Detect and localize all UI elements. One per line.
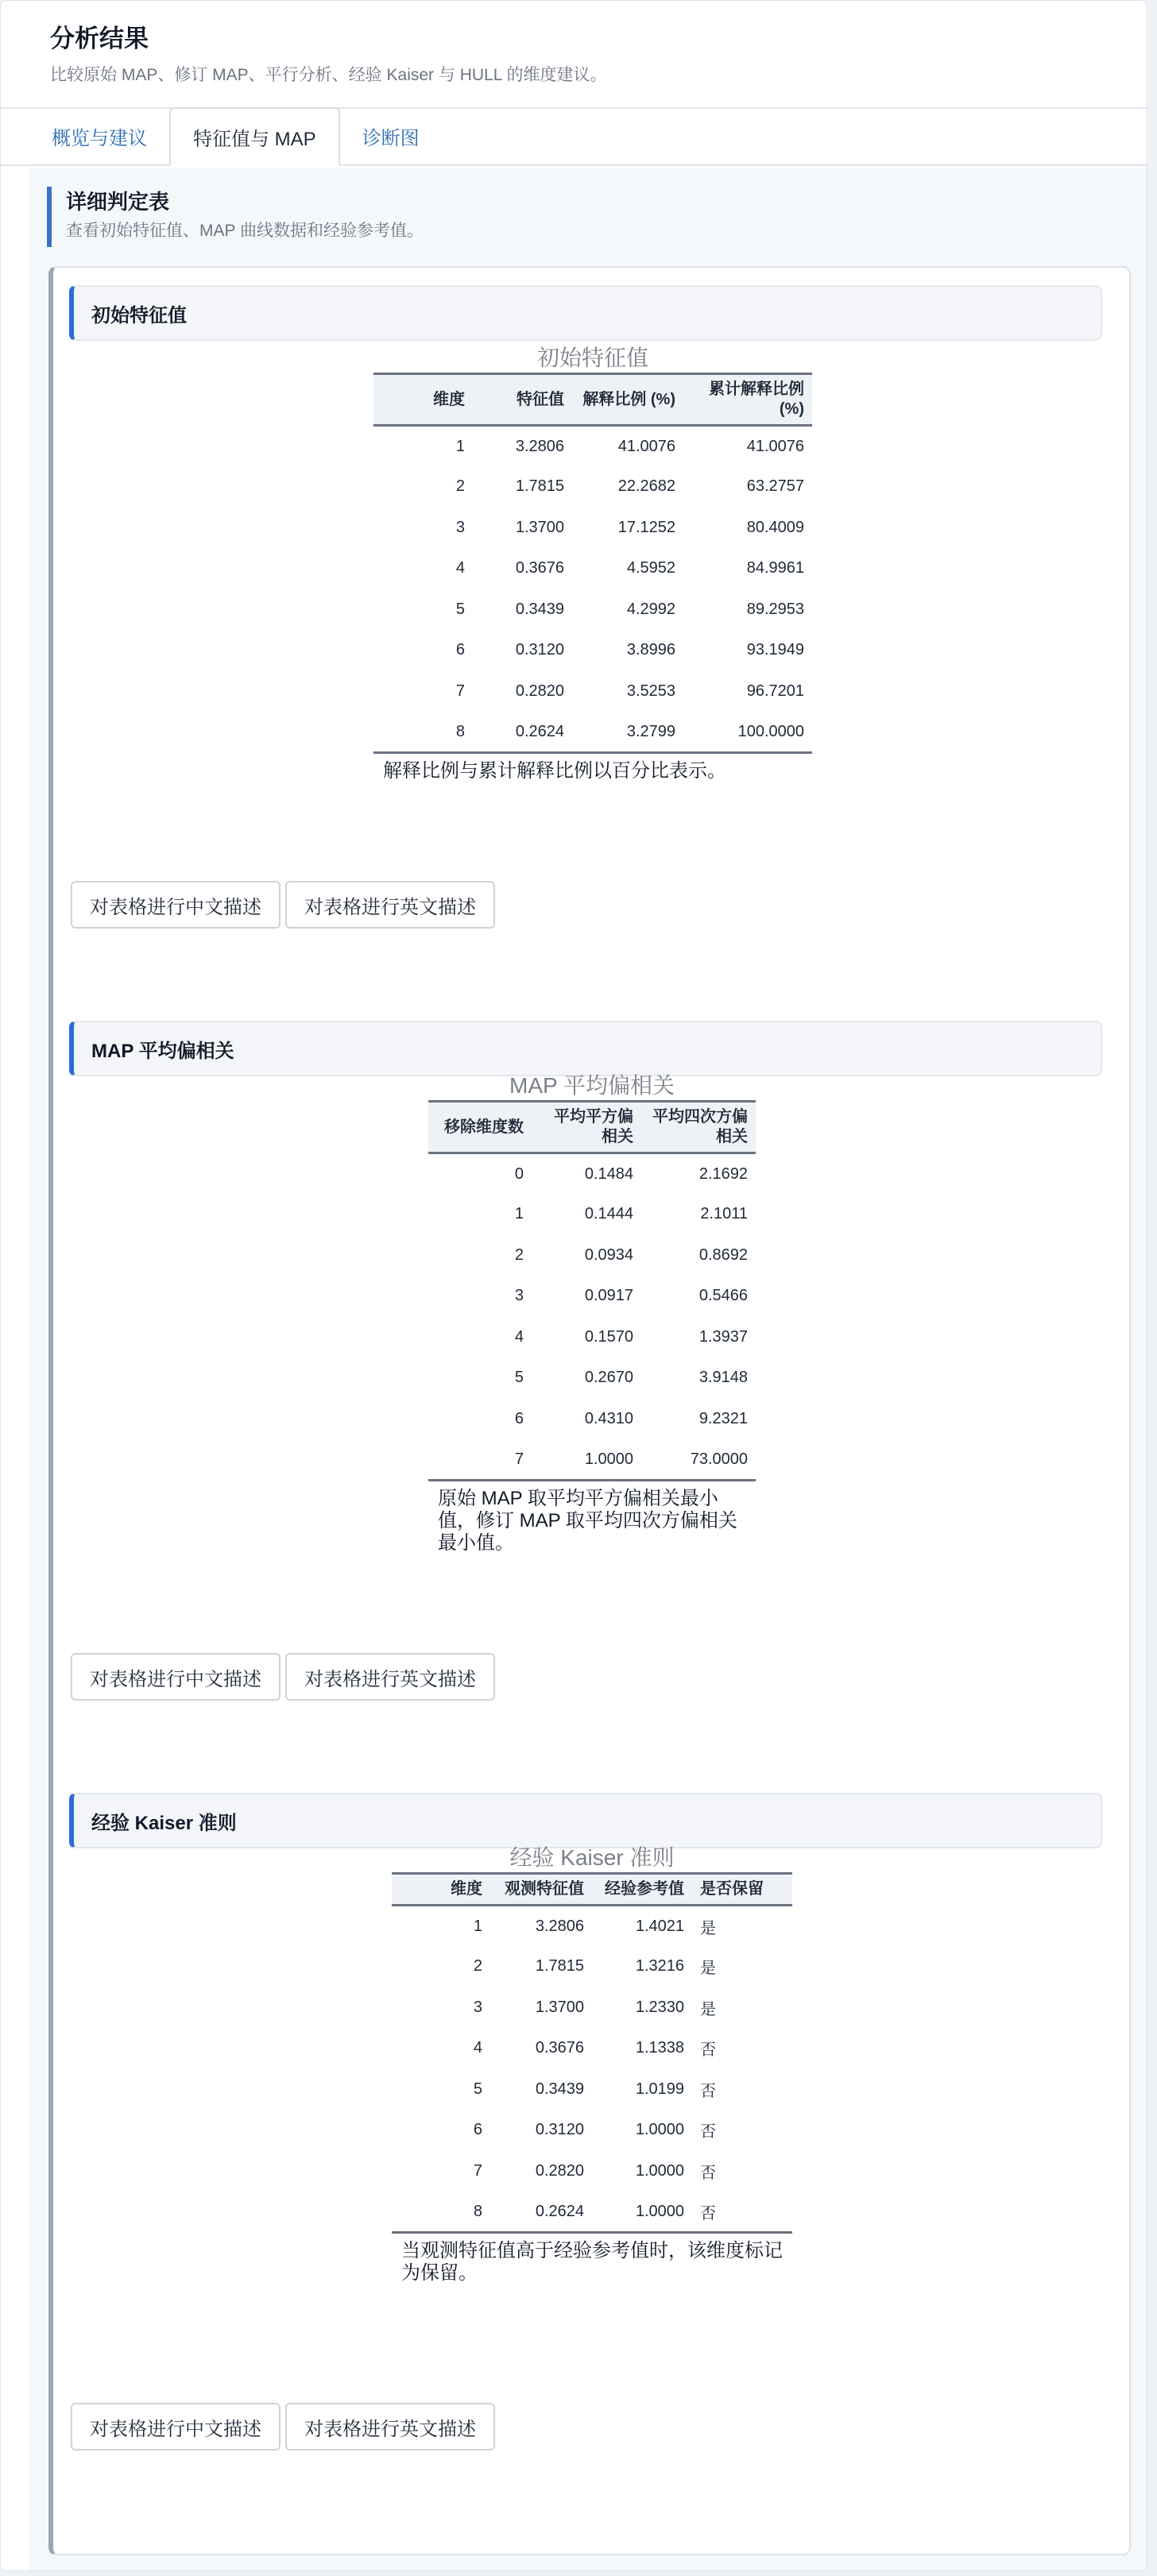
table-row	[392, 2069, 792, 2111]
table-cell: 3.2799	[572, 712, 683, 753]
page-subtitle: 比较原始 MAP、修订 MAP、平行分析、经验 Kaiser 与 HULL 的维度建议。	[50, 66, 607, 84]
tab-bar	[1, 109, 1147, 166]
table-cell: 3.5253	[626, 682, 675, 700]
table-cell: 2.1692	[698, 1164, 748, 1183]
table-cell: 7	[473, 2161, 482, 2180]
table-cell: 84.9961	[746, 559, 804, 577]
table-cell: 6	[514, 1409, 524, 1427]
table-row	[373, 548, 812, 589]
table-cell: 1	[473, 1917, 482, 1935]
table-cell: 否	[700, 2041, 716, 2060]
table-cell: 2.1011	[700, 1205, 748, 1223]
section-description: 查看初始特征值、MAP 曲线数据和经验参考值。	[66, 222, 424, 240]
table-row	[428, 1399, 756, 1440]
describe-english-button[interactable]: 对表格进行英文描述	[285, 2403, 495, 2450]
block-title: MAP 平均偏相关	[69, 1021, 1102, 1076]
table-note: 解释比例与累计解释比例以百分比表示。	[383, 760, 726, 782]
table-cell: 2	[455, 477, 465, 496]
table-cell: 2	[514, 1246, 524, 1264]
table-row	[392, 1906, 792, 1947]
table-cell: 0.3120	[535, 2121, 584, 2139]
table-row	[392, 2192, 792, 2233]
eigenvalue-table-wrap	[373, 344, 812, 782]
table-cell: 6	[473, 2121, 482, 2139]
table-note: 当观测特征值高于经验参考值时，该维度标记为保留。	[401, 2240, 783, 2284]
table-cell: 0.3676	[515, 559, 564, 577]
tables-container	[48, 266, 1131, 2555]
table-cell: 0.8692	[698, 1246, 748, 1264]
page-title: 分析结果	[50, 25, 149, 52]
table-cell: 1.0000	[635, 2121, 684, 2139]
table-cell: 1.0000	[532, 1439, 641, 1481]
column-header: 维度	[392, 1874, 490, 1906]
table-row	[392, 1946, 792, 1987]
table-cell: 7	[455, 682, 465, 700]
describe-chinese-button[interactable]: 对表格进行中文描述	[71, 1653, 281, 1701]
table-cell: 4	[455, 559, 465, 577]
map-table	[428, 1100, 756, 1481]
table-cell: 9.2321	[698, 1409, 748, 1427]
table-cell: 是	[700, 1960, 716, 1978]
table-cell: 3.2806	[535, 1917, 584, 1935]
column-header: 累计解释比例 (%)	[683, 374, 812, 426]
table-note: 原始 MAP 取平均平方偏相关最小值，修订 MAP 取平均四次方偏相关最小值。	[438, 1488, 737, 1554]
tab-diagnostic-plots[interactable]: 诊断图	[362, 127, 420, 149]
table-cell: 0.1484	[584, 1164, 633, 1183]
table-cell: 否	[700, 2082, 716, 2100]
table-cell: 96.7201	[746, 682, 804, 700]
table-cell: 3.9148	[698, 1369, 748, 1387]
table-caption: 初始特征值	[536, 346, 648, 370]
tab-eigenvalues-map[interactable]: 特征值与 MAP	[169, 107, 340, 166]
table-cell: 1.7815	[515, 477, 564, 496]
section-header	[47, 187, 1136, 247]
table-cell: 1.3216	[635, 1957, 684, 1975]
section-title: 详细判定表	[66, 190, 170, 214]
table-cell: 0.2624	[490, 2192, 592, 2233]
table-cell: 是	[700, 2000, 716, 2018]
table-cell: 0.1444	[584, 1205, 633, 1223]
table-row	[428, 1276, 756, 1317]
table-row	[392, 1987, 792, 2029]
kaiser-table-wrap	[392, 1844, 792, 2284]
describe-buttons	[71, 1653, 495, 1701]
table-row	[373, 426, 812, 467]
table-cell: 8	[373, 712, 473, 753]
table-cell: 3.2806	[515, 437, 564, 455]
table-row	[428, 1358, 756, 1399]
describe-english-button[interactable]: 对表格进行英文描述	[285, 881, 495, 929]
map-table-wrap	[428, 1072, 756, 1554]
table-cell: 0.1570	[584, 1327, 633, 1346]
table-row	[392, 2110, 792, 2151]
table-caption: 经验 Kaiser 准则	[509, 1845, 675, 1870]
describe-chinese-button[interactable]: 对表格进行中文描述	[71, 881, 281, 929]
table-cell: 4	[514, 1327, 524, 1346]
table-cell: 73.0000	[641, 1439, 756, 1481]
table-cell: 22.2682	[617, 477, 675, 496]
table-row	[428, 1194, 756, 1235]
table-cell: 5	[514, 1369, 524, 1387]
table-cell: 41.0076	[746, 437, 804, 455]
table-cell: 1.2330	[635, 1998, 684, 2016]
table-cell: 7	[428, 1439, 532, 1481]
table-cell: 8	[392, 2192, 490, 2233]
describe-english-button[interactable]: 对表格进行英文描述	[285, 1653, 495, 1701]
eigenvalue-table	[373, 373, 812, 754]
table-cell: 4	[473, 2039, 482, 2057]
table-row	[373, 671, 812, 713]
kaiser-table	[392, 1872, 792, 2234]
table-row	[428, 1317, 756, 1358]
block-title: 初始特征值	[69, 285, 1102, 341]
table-cell: 1.4021	[635, 1917, 684, 1935]
table-cell: 4.5952	[626, 559, 675, 577]
table-cell: 80.4009	[746, 518, 804, 536]
table-cell: 否	[700, 2164, 716, 2182]
table-cell: 1.0000	[592, 2192, 692, 2233]
table-row	[428, 1235, 756, 1276]
table-row	[392, 2151, 792, 2192]
table-cell: 1.3937	[698, 1327, 748, 1346]
table-cell: 3	[455, 518, 465, 536]
table-cell: 0.2624	[473, 712, 572, 753]
table-cell: 1.1338	[635, 2039, 684, 2057]
table-cell: 5	[473, 2080, 482, 2098]
describe-buttons	[71, 881, 495, 929]
results-header	[1, 1, 1147, 109]
table-cell: 0.3120	[515, 641, 564, 659]
table-cell: 0.4310	[584, 1409, 633, 1427]
table-cell: 0	[514, 1164, 524, 1183]
table-cell: 100.0000	[683, 712, 812, 753]
table-cell: 93.1949	[746, 641, 804, 659]
column-header: 经验参考值	[592, 1874, 692, 1906]
table-cell: 0.3676	[535, 2039, 584, 2057]
table-cell: 3	[514, 1287, 524, 1305]
column-header: 移除维度数	[428, 1102, 532, 1153]
table-row	[373, 630, 812, 671]
table-cell: 否	[692, 2192, 792, 2233]
table-cell: 1.3700	[515, 518, 564, 536]
describe-buttons	[71, 2403, 495, 2450]
table-cell: 否	[700, 2123, 716, 2142]
table-row	[373, 466, 812, 508]
tab-content	[29, 168, 1147, 2571]
table-cell: 1	[455, 437, 465, 455]
table-cell: 0.3439	[515, 600, 564, 618]
table-cell: 63.2757	[746, 477, 804, 496]
table-cell: 是	[700, 1919, 716, 1937]
column-header: 平均平方偏相关	[532, 1102, 641, 1153]
table-cell: 0.2820	[535, 2161, 584, 2180]
table-cell: 41.0076	[617, 437, 675, 455]
table-row	[428, 1153, 756, 1195]
block-title: 经验 Kaiser 准则	[69, 1793, 1102, 1848]
table-row	[428, 1439, 756, 1481]
table-row	[373, 508, 812, 549]
column-header: 维度	[373, 374, 473, 426]
column-header: 观测特征值	[490, 1874, 592, 1906]
column-header: 平均四次方偏相关	[641, 1102, 756, 1153]
table-cell: 0.0934	[584, 1246, 633, 1264]
table-cell: 89.2953	[746, 600, 804, 618]
table-cell: 1.7815	[535, 1957, 584, 1975]
table-row	[373, 712, 812, 753]
table-cell: 1.0000	[635, 2161, 684, 2180]
table-cell: 0.2820	[515, 682, 564, 700]
column-header: 解释比例 (%)	[572, 374, 683, 426]
table-row	[392, 2028, 792, 2069]
describe-chinese-button[interactable]: 对表格进行中文描述	[71, 2403, 281, 2450]
table-cell: 0.5466	[698, 1287, 748, 1305]
table-caption: MAP 平均偏相关	[509, 1073, 675, 1098]
table-cell: 1.0199	[635, 2080, 684, 2098]
table-cell: 17.1252	[617, 518, 675, 536]
column-header: 特征值	[473, 374, 572, 426]
table-cell: 0.3439	[535, 2080, 584, 2098]
table-cell: 5	[455, 600, 465, 618]
table-cell: 3.8996	[626, 641, 675, 659]
table-cell: 6	[455, 641, 465, 659]
table-cell: 1.3700	[535, 1998, 584, 2016]
table-cell: 1	[514, 1205, 524, 1223]
table-cell: 4.2992	[626, 600, 675, 618]
table-cell: 2	[473, 1957, 482, 1975]
table-row	[373, 589, 812, 631]
table-cell: 0.2670	[584, 1369, 633, 1387]
table-cell: 3	[473, 1998, 482, 2016]
column-header: 是否保留	[692, 1874, 792, 1906]
tab-overview[interactable]: 概览与建议	[52, 127, 147, 149]
table-cell: 0.0917	[584, 1287, 633, 1305]
